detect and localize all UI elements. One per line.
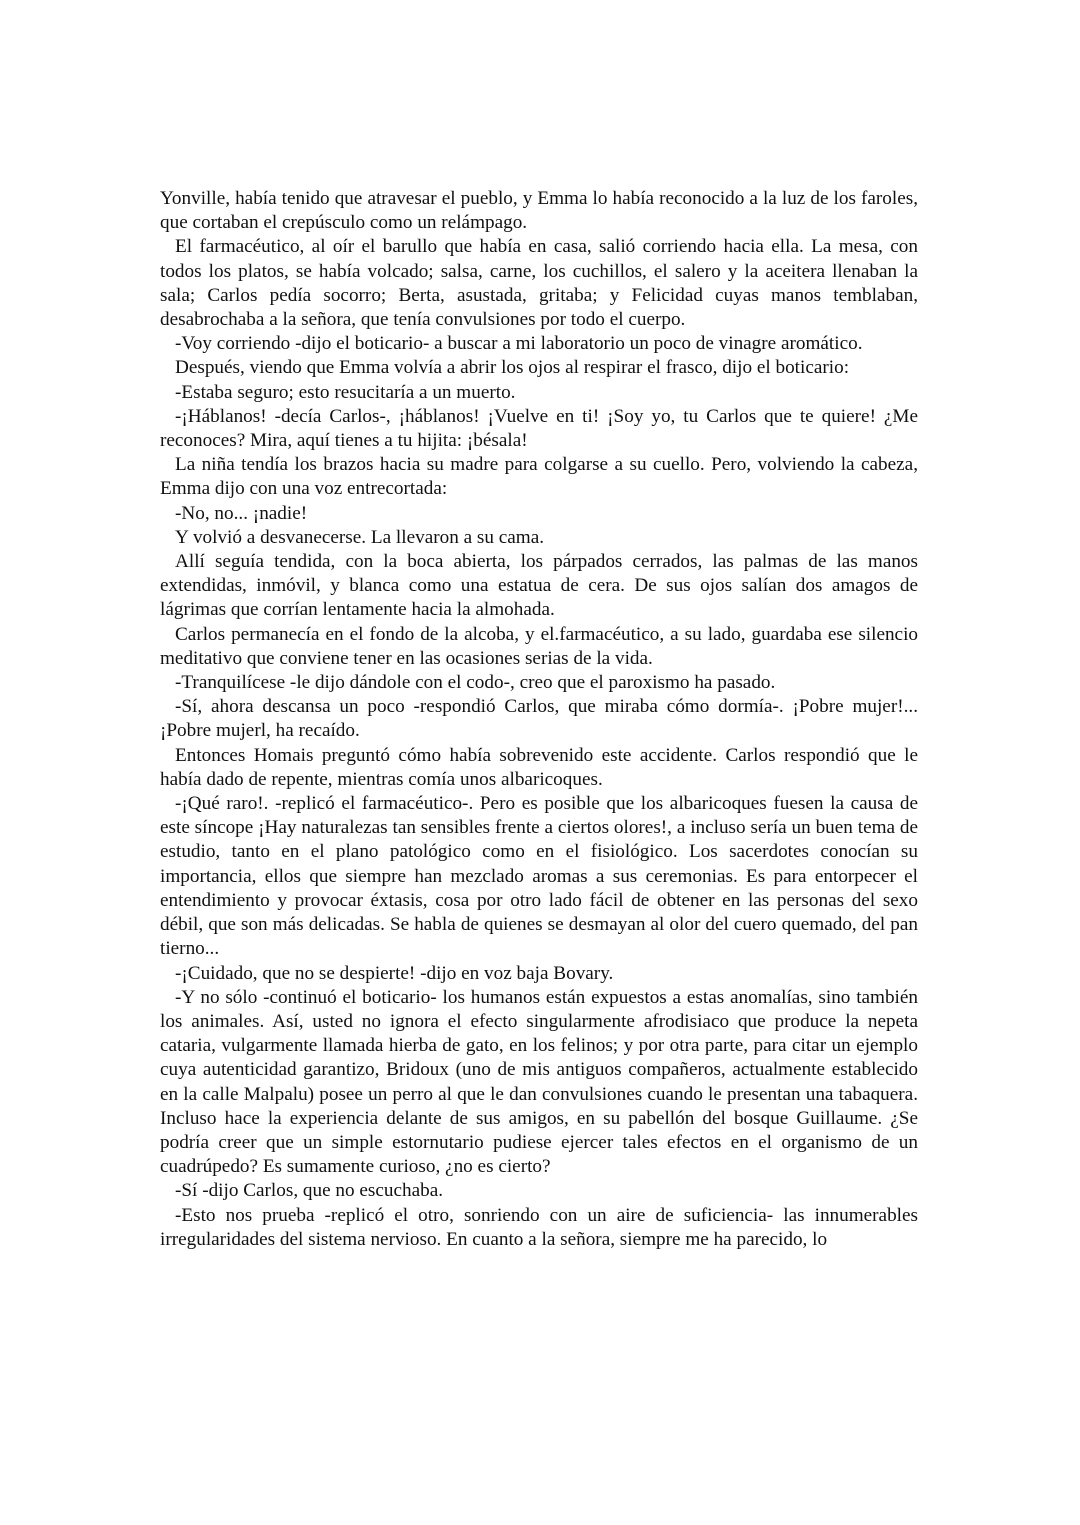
paragraph: Allí seguía tendida, con la boca abierta, los párpados cerrados, las palmas de las manos extendidas, inmóvil, y blanca como una estatua de cera. De sus ojos salían dos amagos de lágrimas que corrían lentamente hacia la almohada. [160,551,918,621]
paragraph: El farmacéutico, al oír el barullo que había en casa, salió corriendo hacia ella. La mesa, con todos los platos, se había volcado; salsa, carne, los cuchillos, el salero y la aceitera llenaban la sala; Carlos pedía socorro; Berta, asustada, gritaba; y Felicidad cuyas manos temblaban, desabrochaba a la señora, que tenía convulsiones por todo el cuerpo. [160,236,918,331]
paragraph: Después, viendo que Emma volvía a abrir los ojos al respirar el frasco, dijo el boticario: [175,357,850,379]
paragraph-dialogue: -Tranquilícese -le dijo dándole con el codo-, creo que el paroxismo ha pasado. [175,672,776,694]
paragraph-dialogue: -Esto nos prueba -replicó el otro, sonriendo con un aire de suficiencia- las innumerables irregularidades del sistema nervioso. En cuanto a la señora, siempre me ha parecido, lo [160,1204,918,1250]
paragraph-dialogue: -¡Háblanos! -decía Carlos-, ¡háblanos! ¡Vuelve en ti! ¡Soy yo, tu Carlos que te quiere! ¿Me reconoces? Mira, aquí tienes a tu hijita: ¡bésala! [160,405,918,452]
paragraph: Entonces Homais preguntó cómo había sobrevenido este accidente. Carlos respondió que le había dado de repente, mientras comía unos albaricoques. [160,744,918,790]
paragraph-dialogue: -Y no sólo -continuó el boticario- los humanos están expuestos a estas anomalías, sino también los animales. Así, usted no ignora el efecto singularmente afrodisiaco que produce la nepeta cataria, vulgarmente llamada hierba de gato, en los felinos; y por otra parte, para citar un ejemplo cuya autenticidad garantizo, Bridoux (uno de mis antiguos compañeros, actualmente establecido en la calle Malpalu) posee un perro al que le dan convulsiones cuando le presentan una tabaquera. Incluso hace la experiencia delante de sus amigos, en su pabellón del bosque Guillaume. ¿Se podría creer que un simple estornutario pudiese ejercer tales efectos en el organismo de un cuadrúpedo? Es sumamente curioso, ¿no es cierto? [160,986,918,1178]
paragraph-dialogue: -Sí, ahora descansa un poco -respondió Carlos, que miraba cómo dormía-. ¡Pobre mujer!... ¡Pobre mujerl, ha recaído. [160,696,918,742]
document-page [160,187,918,1252]
paragraph: Carlos permanecía en el fondo de la alcoba, y el.farmacéutico, a su lado, guardaba ese silencio meditativo que conviene tener en las ocasiones serias de la vida. [160,623,918,669]
paragraph-dialogue: -¡Cuidado, que no se despierte! -dijo en voz baja Bovary. [175,962,614,984]
paragraph-continuation: Yonville, había tenido que atravesar el pueblo, y Emma lo había reconocido a la luz de los faroles, que cortaban el crepúsculo como un relámpago. [160,188,918,234]
paragraph-dialogue: -¡Qué raro!. -replicó el farmacéutico-. Pero es posible que los albaricoques fuesen la causa de este síncope ¡Hay naturalezas tan sensibles frente a ciertos olores!, a incluso sería un buen tema de estudio, tanto en el plano patológico como en el fisiológico. Los sacerdotes conocían su importancia, ellos que siempre han mezclado aromas a sus ceremonias. Es para entorpecer el entendimiento y provocar éxtasis, cosa por otro lado fácil de obtener en las personas del sexo débil, que son más delicadas. Se habla de quienes se desmayan al olor del cuero quemado, del pan tierno... [160,793,918,960]
paragraph-dialogue: -Estaba seguro; esto resucitaría a un muerto. [175,381,516,403]
paragraph-dialogue: -Voy corriendo -dijo el boticario- a buscar a mi laboratorio un poco de vinagre aromático. [175,333,863,355]
paragraph-dialogue: -No, no... ¡nadie! [175,502,308,524]
paragraph: Y volvió a desvanecerse. La llevaron a su cama. [175,526,545,548]
paragraph: La niña tendía los brazos hacia su madre para colgarse a su cuello. Pero, volviendo la cabeza, Emma dijo con una voz entrecortada: [160,454,918,500]
paragraph-dialogue: -Sí -dijo Carlos, que no escuchaba. [175,1180,444,1202]
